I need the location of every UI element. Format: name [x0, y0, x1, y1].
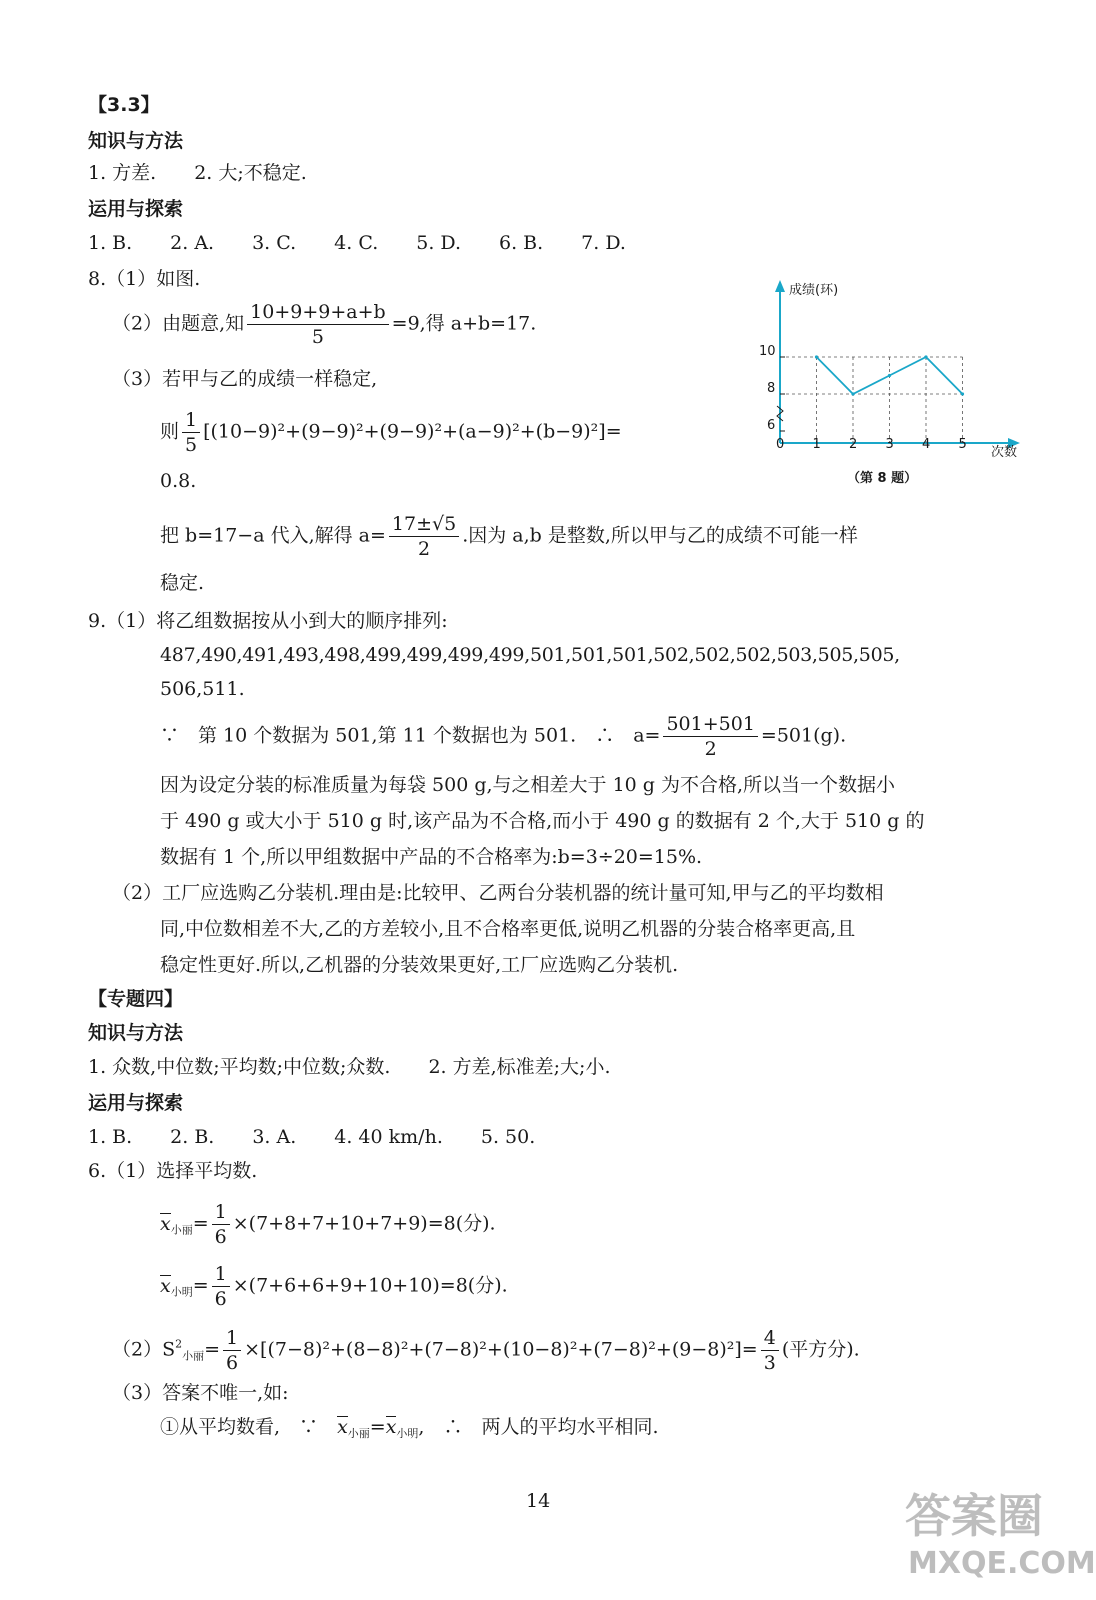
x-tick-label: 1: [812, 437, 821, 452]
q9-part2: 稳定性更好.所以,乙机器的分装效果更好,工厂应选购乙分装机.: [160, 954, 679, 976]
y-axis-arrow-icon: [775, 280, 785, 292]
q9-part1: 9.（1）将乙组数据按从小到大的顺序排列:: [88, 610, 448, 632]
q6-part1: 6.（1）选择平均数.: [88, 1160, 258, 1182]
fraction: $\frac{10+9+9+a+b}{5}$: [247, 300, 389, 349]
q8-variance-value: 0.8.: [160, 470, 197, 492]
q8-variance-equation: 则 $\frac{1}{5}$ [(10−9)²+(9−9)²+(9−9)²+(a−9)²+(b−9)²]=: [160, 409, 622, 456]
data-point: [961, 392, 964, 395]
section-title: 【3.3】: [88, 94, 160, 116]
q8-conclusion: 稳定.: [160, 572, 205, 594]
q6-mean-a: $x_{小丽}=$ $\frac{1}{6}$ ×(7+8+7+10+7+9)=8(分).: [160, 1201, 496, 1248]
q8-solution: 把 b=17−a 代入,解得 a= $\frac{17\pm√5}{2}$ .因为 a,b 是整数,所以甲与乙的成绩不可能一样: [160, 513, 858, 560]
axis-break-icon: [777, 406, 783, 421]
fraction: $\frac{4}{3}$: [761, 1326, 779, 1375]
fraction: $\frac{17\pm√5}{2}$: [389, 512, 459, 561]
q8-part1: 8.（1）如图.: [88, 268, 201, 290]
q9-median: ∵ 第 10 个数据为 501,第 11 个数据也为 501. ∴ a= $\frac{501+501}{2}$ =501(g).: [160, 713, 847, 760]
y-tick-label: 10: [759, 344, 776, 359]
answer-line: 1. 众数,中位数;平均数;中位数;众数. 2. 方差,标准差;大;小.: [88, 1056, 611, 1078]
q9-data: 487,490,491,493,498,499,499,499,499,501,501,501,502,502,502,503,505,505,: [160, 644, 900, 666]
q6-mean-b: $x_{小明}=$ $\frac{1}{6}$ ×(7+6+6+9+10+10)=8(分).: [160, 1263, 508, 1310]
data-point: [851, 392, 854, 395]
answer-line: 1. B. 2. A. 3. C. 4. C. 5. D. 6. B. 7. D.: [88, 232, 626, 254]
y-tick-label: 6: [767, 418, 776, 433]
chart-caption: （第 8 题）: [847, 471, 918, 486]
q9-part2: 同,中位数相差不大,乙的方差较小,且不合格率更低,说明乙机器的分装合格率更高,且: [160, 918, 856, 940]
data-point: [924, 355, 927, 358]
watermark-url: MXQE.COM: [908, 1546, 1096, 1581]
q9-data: 506,511.: [160, 678, 245, 700]
q6-part3-answer: ①从平均数看, ∵ $x_{小丽}=x_{小明}$, ∴ 两人的平均水平相同.: [160, 1416, 659, 1440]
answer-line: 1. 方差. 2. 大;不稳定.: [88, 162, 307, 184]
q8-part2: （2）由题意,知 $\frac{10+9+9+a+b}{5}$ =9,得 a+b=17.: [112, 301, 537, 348]
q9-explanation: 于 490 g 或大小于 510 g 时,该产品为不合格,而小于 490 g 的数据有 2 个,大于 510 g 的: [160, 810, 925, 832]
answer-line: 1. B. 2. B. 3. A. 4. 40 km/h. 5. 50.: [88, 1126, 536, 1148]
q9-part2: （2）工厂应选购乙分装机.理由是:比较甲、乙两台分装机器的统计量可知,甲与乙的平均数相: [112, 882, 884, 904]
q6-variance: $(2)S^2_{小丽}=$ $\frac{1}{6}$ ×[(7−8)²+(8−8)²+(7−8)²+(10−8)²+(7−8)²+(9−8)²]= $\frac{4}{3}$ (平方分).: [112, 1327, 860, 1374]
q9-explanation: 数据有 1 个,所以甲组数据中产品的不合格率为:b=3÷20=15%.: [160, 846, 703, 868]
q9-explanation: 因为设定分装的标准质量为每袋 500 g,与之相差大于 10 g 为不合格,所以当一个数据小: [160, 774, 896, 796]
x-tick-label: 4: [922, 437, 931, 452]
fraction: $\frac{1}{6}$: [212, 1200, 230, 1249]
heading-application: 运用与探索: [88, 1092, 184, 1114]
section-title: 【专题四】: [88, 988, 184, 1010]
heading-knowledge: 知识与方法: [88, 130, 184, 152]
heading-knowledge: 知识与方法: [88, 1022, 184, 1044]
chart-grid: [780, 357, 963, 443]
q6-part3: （3）答案不唯一,如:: [112, 1382, 289, 1404]
fraction: $\frac{1}{6}$: [212, 1262, 230, 1311]
data-point: [888, 374, 891, 377]
data-point: [815, 355, 818, 358]
fraction: $\frac{1}{6}$: [223, 1326, 241, 1375]
watermark-logo: 答案圈: [905, 1489, 1043, 1543]
x-axis-label: 次数: [991, 445, 1018, 460]
y-axis-label: 成绩(环): [789, 283, 839, 298]
x-tick-label: 3: [885, 437, 894, 452]
heading-application: 运用与探索: [88, 198, 184, 220]
line-chart: [759, 278, 1035, 493]
page-number: 14: [526, 1490, 551, 1512]
y-tick-label: 8: [767, 381, 776, 396]
q8-part3: （3）若甲与乙的成绩一样稳定,: [112, 368, 378, 390]
x-tick-label: 0: [776, 437, 785, 452]
x-tick-label: 2: [849, 437, 858, 452]
x-tick-label: 5: [958, 437, 967, 452]
fraction: $\frac{1}{5}$: [182, 408, 200, 457]
fraction: $\frac{501+501}{2}$: [663, 712, 757, 761]
